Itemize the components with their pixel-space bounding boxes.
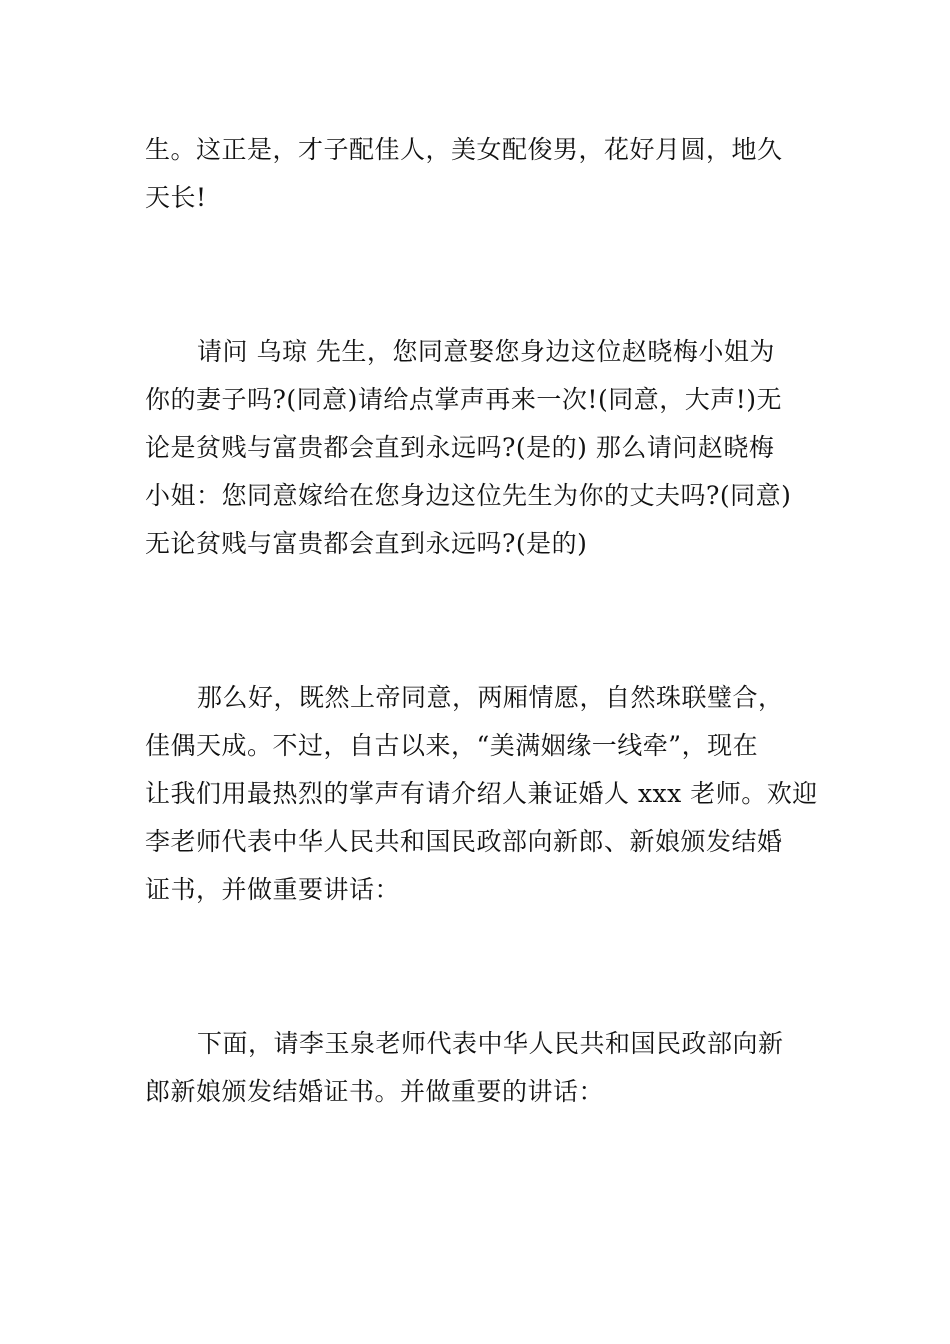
paragraph-2-line-5: 无论贫贱与富贵都会直到永远吗?(是的): [145, 529, 588, 558]
paragraph-2-line-3: 论是贫贱与富贵都会直到永远吗?(是的) 那么请问赵晓梅: [145, 433, 775, 462]
paragraph-4-line-1: 下面，请李玉泉老师代表中华人民共和国民政部向新: [197, 1029, 784, 1058]
paragraph-3: [145, 674, 818, 914]
paragraph-3-line-2: 佳偶天成。不过，自古以来，“美满姻缘一线牵”，现在: [145, 731, 759, 760]
paragraph-1: [145, 126, 810, 222]
paragraph-3-line-5: 证书，并做重要讲话：: [145, 875, 401, 904]
paragraph-3-line-3: 让我们用最热烈的掌声有请介绍人兼证婚人 xxx 老师。欢迎: [145, 779, 818, 808]
paragraph-1-line-1: 生。这正是，才子配佳人，美女配俊男，花好月圆，地久: [145, 135, 783, 164]
paragraph-1-line-2: 天长!: [145, 183, 207, 212]
paragraph-3-line-4: 李老师代表中华人民共和国民政部向新郎、新娘颁发结婚: [145, 827, 783, 856]
paragraph-4-line-2: 郎新娘颁发结婚证书。并做重要的讲话：: [145, 1077, 605, 1106]
paragraph-2-line-4: 小姐：您同意嫁给在您身边这位先生为你的丈夫吗?(同意): [145, 481, 792, 510]
paragraph-2-line-2: 你的妻子吗?(同意)请给点掌声再来一次!(同意，大声!)无: [145, 385, 783, 414]
paragraph-3-line-1: 那么好，既然上帝同意，两厢情愿，自然珠联璧合，: [197, 683, 784, 712]
paragraph-4: [145, 1020, 810, 1116]
paragraph-2: [145, 328, 810, 568]
paragraph-2-line-1: 请问 乌琼 先生，您同意娶您身边这位赵晓梅小姐为: [197, 337, 775, 366]
